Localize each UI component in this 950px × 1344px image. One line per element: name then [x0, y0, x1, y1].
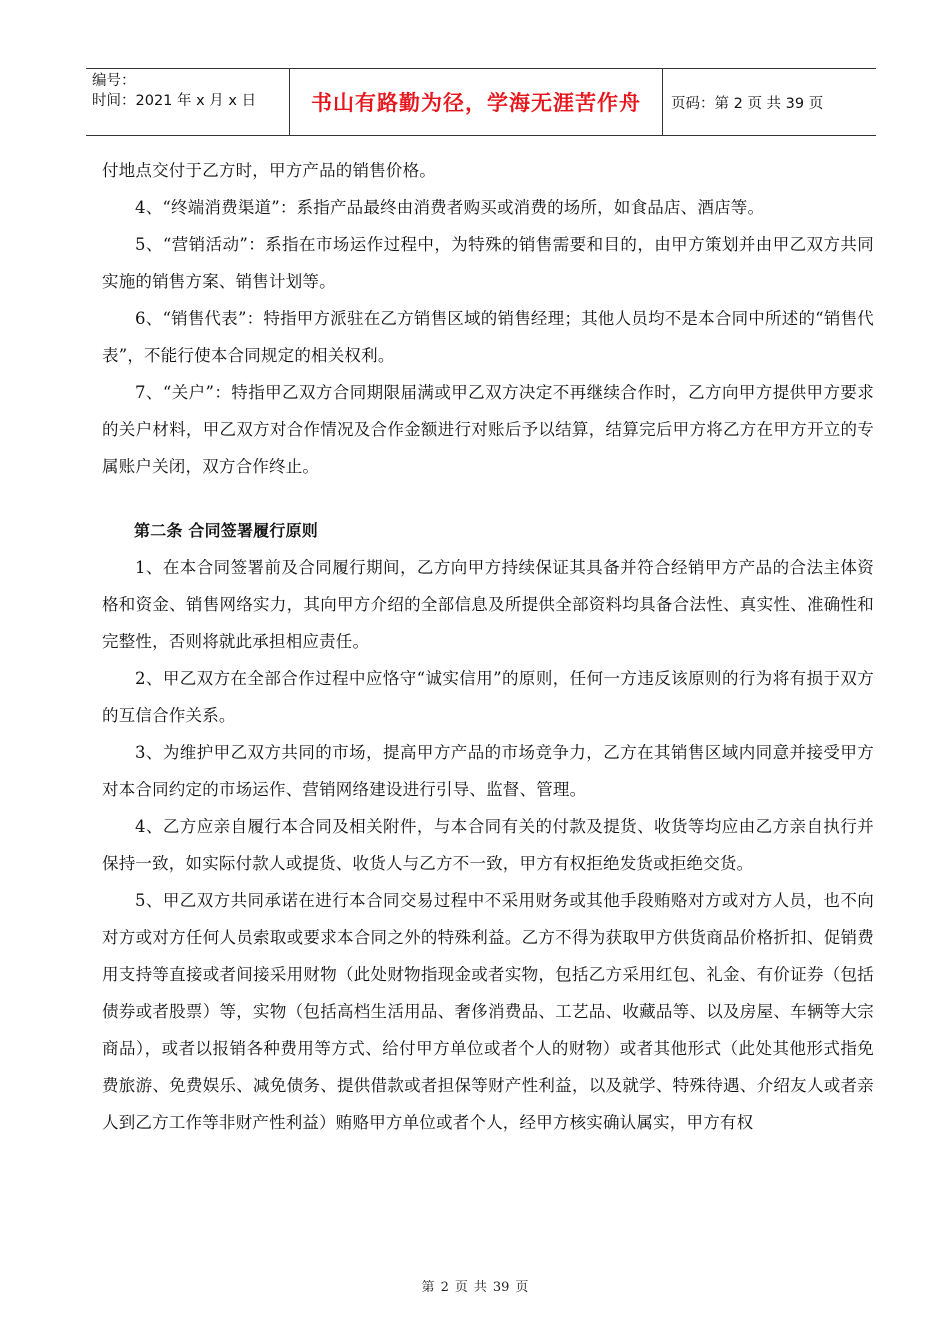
definition-terminal-channel: 4、“终端消费渠道”：系指产品最终由消费者购买或消费的场所，如食品店、酒店等。 [135, 198, 765, 217]
header-motto-cell [289, 69, 663, 135]
definition-account-closure: 7、“关户”：特指甲乙双方合同期限届满或甲乙双方决定不再继续合作时，乙方向甲方提供甲方要求的关户材料，甲乙双方对合作情况及合作金额进行对账后予以结算，结算完后甲方将乙方在甲方开立的专属账户关闭，双方合作终止。 [102, 383, 874, 476]
clause-2-1: 1、在本合同签署前及合同履行期间，乙方向甲方持续保证其具备并符合经销甲方产品的合法主体资格和资金、销售网络实力，其向甲方介绍的全部信息及所提供全部资料均具备合法性、真实性、准确性和完整性，否则将就此承担相应责任。 [102, 558, 874, 651]
footer-ye: 页 [454, 1280, 468, 1295]
page-header [86, 68, 876, 136]
footer-gong: 共 [473, 1280, 487, 1295]
page-footer [0, 1276, 950, 1295]
clause-2-3: 3、为维护甲乙双方共同的市场，提高甲方产品的市场竞争力，乙方在其销售区域内同意并接受甲方对本合同约定的市场运作、营销网络建设进行引导、监督、管理。 [102, 743, 874, 799]
document-body [102, 152, 874, 1141]
definition-sales-rep: 6、“销售代表”：特指甲方派驻在乙方销售区域的销售经理；其他人员均不是本合同中所述的“销售代表”，不能行使本合同规定的相关权利。 [102, 309, 874, 365]
clause-2-5: 5、甲乙双方共同承诺在进行本合同交易过程中不采用财务或其他手段贿赂对方或对方人员，也不向对方或对方任何人员索取或要求本合同之外的特殊利益。乙方不得为获取甲方供货商品价格折扣、促销费用支持等直接或者间接采用财物（此处财物指现金或者实物，包括乙方采用红包、礼金、有价证券（包括债券或者股票）等，实物（包括高档生活用品、奢侈消费品、工艺品、收藏品等、以及房屋、车辆等大宗商品），或者以报销各种费用等方式、给付甲方单位或者个人的财物）或者其他形式（此处其他形式指免费旅游、免费娱乐、减免债务、提供借款或者担保等财产性利益，以及就学、特殊待遇、介绍友人或者亲人到乙方工作等非财产性利益）贿赂甲方单位或者个人，经甲方核实确认属实，甲方有权 [102, 891, 874, 1132]
clause-2-2: 2、甲乙双方在全部合作过程中应恪守“诚实信用”的原则，任何一方违反该原则的行为将有损于双方的互信合作关系。 [102, 669, 874, 725]
header-meta [86, 69, 289, 135]
footer-di: 第 [421, 1280, 435, 1295]
section-heading-article-2: 第二条 合同签署履行原则 [134, 521, 318, 540]
paragraph-continuation: 付地点交付于乙方时，甲方产品的销售价格。 [102, 161, 436, 180]
definition-marketing-activity: 5、“营销活动”：系指在市场运作过程中，为特殊的销售需要和目的，由甲方策划并由甲乙双方共同实施的销售方案、销售计划等。 [102, 235, 874, 291]
footer-page-number: 2 [440, 1280, 449, 1295]
document-number-label: 编号： [92, 73, 136, 89]
clause-2-4: 4、乙方应亲自履行本合同及相关附件，与本合同有关的付款及提货、收货等均应由乙方亲自执行并保持一致，如实际付款人或提货、收货人与乙方不一致，甲方有权拒绝发货或拒绝交货。 [102, 817, 874, 873]
header-page-info-cell [663, 69, 876, 135]
header-page-info: 页码：第 2 页 共 39 页 [671, 95, 824, 112]
footer-total-pages: 39 [492, 1280, 510, 1295]
header-motto: 书山有路勤为径，学海无涯苦作舟 [311, 91, 641, 115]
document-date: 时间：2021 年 x 月 x 日 [92, 93, 257, 109]
footer-ye2: 页 [515, 1280, 529, 1295]
